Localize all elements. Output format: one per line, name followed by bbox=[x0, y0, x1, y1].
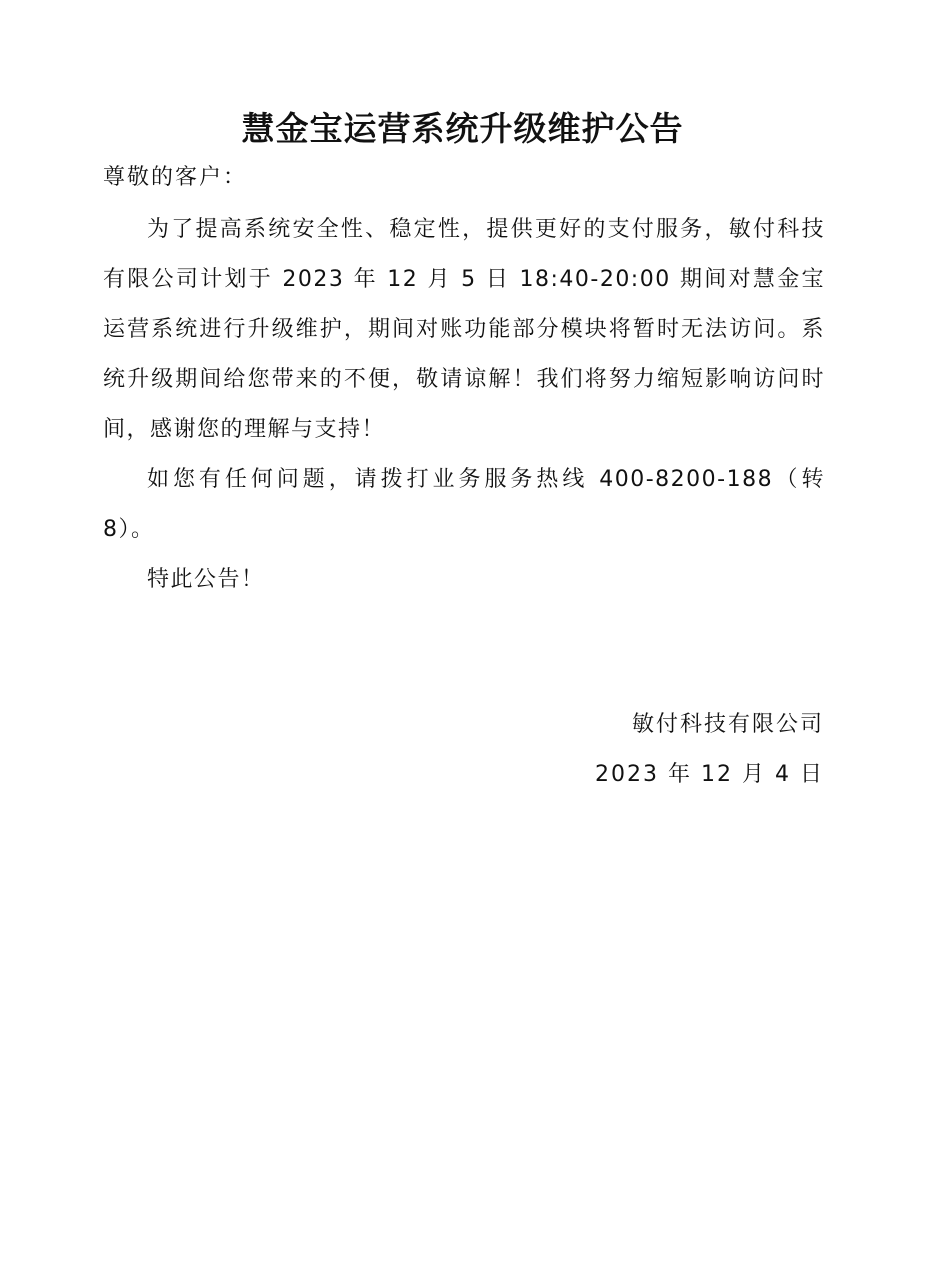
notice-title: 慧金宝运营系统升级维护公告 bbox=[241, 109, 684, 148]
notice-body bbox=[103, 205, 825, 605]
signature-company: 敏付科技有限公司 bbox=[631, 712, 824, 737]
paragraph-closing: 特此公告！ bbox=[147, 567, 265, 592]
salutation: 尊敬的客户： bbox=[103, 165, 248, 190]
paragraph-maintenance-info: 为了提高系统安全性、稳定性，提供更好的支付服务，敏付科技有限公司计划于 2023 年 12 月 5 日 18:40-20:00 期间对慧金宝运营系统进行升级维护，期间对账功能部分模块将暂时无法访问。系统升级期间给您带来的不便，敬请谅解！我们将努力缩短影响访问时间，感谢您的理解与支持！ bbox=[103, 217, 825, 442]
signature-date: 2023 年 12 月 4 日 bbox=[595, 762, 824, 787]
paragraph-hotline: 如您有任何问题，请拨打业务服务热线 400-8200-188（转 8）。 bbox=[103, 467, 825, 542]
signature-block bbox=[595, 700, 824, 800]
